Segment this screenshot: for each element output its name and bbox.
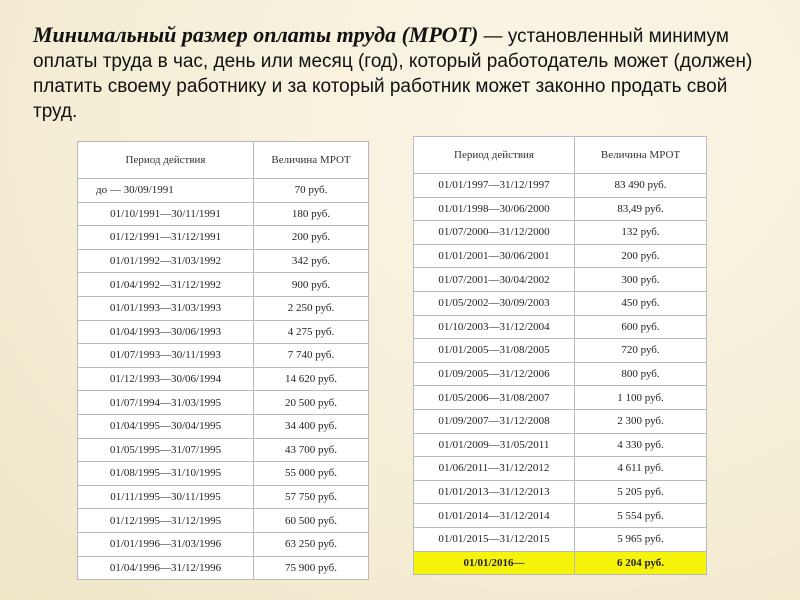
period-cell: 01/01/2013—31/12/2013: [414, 480, 575, 504]
period-cell: 01/01/2015—31/12/2015: [414, 527, 575, 551]
mrot-term: Минимальный размер оплаты труда (МРОТ): [33, 22, 479, 47]
period-cell: 01/04/1995—30/04/1995: [78, 414, 254, 438]
mrot-definition: — установленный минимум оплаты труда в час, день или месяц (год), который работодатель может (должен) платить своему работнику и за который работник может законно продать свой труд.: [33, 26, 753, 122]
value-cell: 5 554 руб.: [575, 504, 707, 528]
value-cell: 83,49 руб.: [575, 197, 707, 221]
period-cell: 01/01/1998—30/06/2000: [414, 197, 575, 221]
table-row: [414, 362, 707, 386]
value-cell: 63 250 руб.: [254, 532, 369, 556]
value-cell: 75 900 руб.: [254, 556, 369, 580]
value-cell: 342 руб.: [254, 249, 369, 273]
table-row: [414, 221, 707, 245]
period-cell: 01/12/1995—31/12/1995: [78, 509, 254, 533]
table-row: [414, 268, 707, 292]
value-cell: 300 руб.: [575, 268, 707, 292]
value-cell: 2 250 руб.: [254, 296, 369, 320]
table-row: [414, 315, 707, 339]
mrot-table-right: [413, 136, 707, 575]
table-row: [78, 367, 369, 391]
value-cell: 450 руб.: [575, 291, 707, 315]
table-row: [78, 273, 369, 297]
period-cell: 01/04/1992—31/12/1992: [78, 273, 254, 297]
table-row-highlighted: [414, 551, 707, 575]
period-cell: 01/09/2007—31/12/2008: [414, 409, 575, 433]
table-row: [78, 462, 369, 486]
table-row: [78, 296, 369, 320]
table-row: [414, 433, 707, 457]
period-cell: 01/10/2003—31/12/2004: [414, 315, 575, 339]
table-header-row: [414, 137, 707, 174]
value-cell: 720 руб.: [575, 339, 707, 363]
period-cell: 01/05/2002—30/09/2003: [414, 291, 575, 315]
value-cell: 4 275 руб.: [254, 320, 369, 344]
period-cell: 01/01/2016—: [414, 551, 575, 575]
value-cell: 1 100 руб.: [575, 386, 707, 410]
table-row: [414, 409, 707, 433]
column-header-value: Величина МРОТ: [254, 142, 369, 179]
table-row: [414, 197, 707, 221]
value-cell: 14 620 руб.: [254, 367, 369, 391]
table-row: [78, 532, 369, 556]
value-cell: 2 300 руб.: [575, 409, 707, 433]
period-cell: 01/07/1993—30/11/1993: [78, 344, 254, 368]
value-cell: 7 740 руб.: [254, 344, 369, 368]
period-cell: 01/11/1995—30/11/1995: [78, 485, 254, 509]
value-cell: 60 500 руб.: [254, 509, 369, 533]
period-cell: 01/07/1994—31/03/1995: [78, 391, 254, 415]
value-cell: 4 330 руб.: [575, 433, 707, 457]
table-row: [78, 438, 369, 462]
table-row: [78, 320, 369, 344]
value-cell: 180 руб.: [254, 202, 369, 226]
value-cell: 83 490 руб.: [575, 174, 707, 198]
period-cell: 01/10/1991—30/11/1991: [78, 202, 254, 226]
period-cell: 01/09/2005—31/12/2006: [414, 362, 575, 386]
value-cell: 600 руб.: [575, 315, 707, 339]
period-cell: 01/01/2014—31/12/2014: [414, 504, 575, 528]
table-row: [78, 509, 369, 533]
period-cell: 01/01/1996—31/03/1996: [78, 532, 254, 556]
table-row: [78, 344, 369, 368]
table-row: [78, 249, 369, 273]
period-cell: 01/08/1995—31/10/1995: [78, 462, 254, 486]
value-cell: 43 700 руб.: [254, 438, 369, 462]
value-cell: 132 руб.: [575, 221, 707, 245]
table-row: [414, 291, 707, 315]
table-row: [78, 226, 369, 250]
period-cell: 01/01/2005—31/08/2005: [414, 339, 575, 363]
period-cell: 01/12/1991—31/12/1991: [78, 226, 254, 250]
value-cell: 200 руб.: [575, 244, 707, 268]
period-cell: 01/07/2000—31/12/2000: [414, 221, 575, 245]
period-cell: 01/12/1993—30/06/1994: [78, 367, 254, 391]
table-row: [78, 414, 369, 438]
period-cell: 01/05/2006—31/08/2007: [414, 386, 575, 410]
table-row: [414, 386, 707, 410]
period-cell: 01/01/1997—31/12/1997: [414, 174, 575, 198]
value-cell: 5 965 руб.: [575, 527, 707, 551]
value-cell: 4 611 руб.: [575, 457, 707, 481]
table-header-row: [78, 142, 369, 179]
value-cell: 6 204 руб.: [575, 551, 707, 575]
table-row: [414, 504, 707, 528]
period-cell: 01/01/1993—31/03/1993: [78, 296, 254, 320]
table-row: [414, 480, 707, 504]
period-cell: до — 30/09/1991: [78, 179, 254, 203]
period-cell: 01/06/2011—31/12/2012: [414, 457, 575, 481]
table-row: [78, 556, 369, 580]
value-cell: 200 руб.: [254, 226, 369, 250]
table-row: [78, 485, 369, 509]
period-cell: 01/04/1996—31/12/1996: [78, 556, 254, 580]
value-cell: 20 500 руб.: [254, 391, 369, 415]
period-cell: 01/07/2001—30/04/2002: [414, 268, 575, 292]
definition-paragraph: [33, 22, 773, 124]
value-cell: 900 руб.: [254, 273, 369, 297]
period-cell: 01/01/2001—30/06/2001: [414, 244, 575, 268]
value-cell: 800 руб.: [575, 362, 707, 386]
column-header-period: Период действия: [414, 137, 575, 174]
value-cell: 5 205 руб.: [575, 480, 707, 504]
value-cell: 34 400 руб.: [254, 414, 369, 438]
table-row: [78, 179, 369, 203]
period-cell: 01/05/1995—31/07/1995: [78, 438, 254, 462]
column-header-value: Величина МРОТ: [575, 137, 707, 174]
mrot-table-left: [77, 141, 369, 580]
value-cell: 57 750 руб.: [254, 485, 369, 509]
period-cell: 01/01/2009—31/05/2011: [414, 433, 575, 457]
table-row: [414, 339, 707, 363]
value-cell: 55 000 руб.: [254, 462, 369, 486]
value-cell: 70 руб.: [254, 179, 369, 203]
table-row: [414, 174, 707, 198]
period-cell: 01/01/1992—31/03/1992: [78, 249, 254, 273]
table-row: [414, 527, 707, 551]
table-row: [414, 244, 707, 268]
column-header-period: Период действия: [78, 142, 254, 179]
table-row: [78, 202, 369, 226]
table-row: [78, 391, 369, 415]
period-cell: 01/04/1993—30/06/1993: [78, 320, 254, 344]
table-row: [414, 457, 707, 481]
